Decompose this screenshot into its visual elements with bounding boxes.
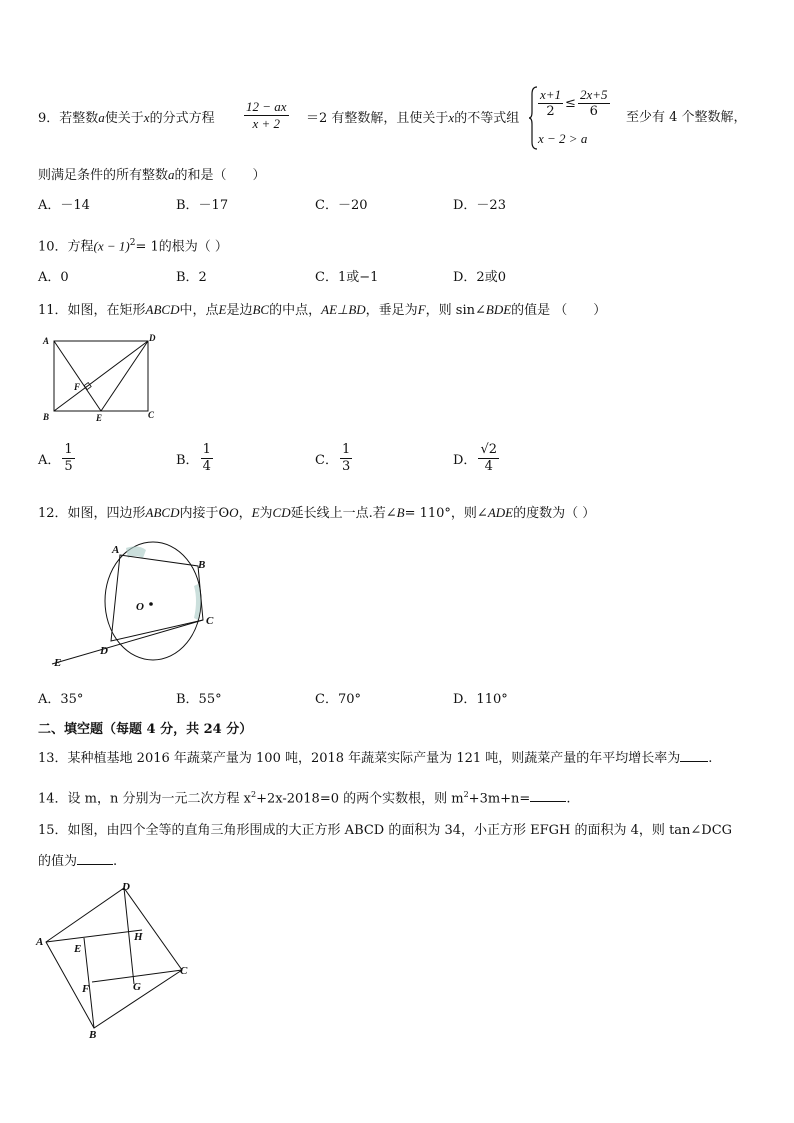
q11-option-d[interactable]	[453, 442, 501, 475]
q9-ineq1-right-den: 6	[589, 104, 598, 119]
q12-stem	[38, 504, 595, 523]
q13-text: 13．某种植基地 2016 年蔬菜产量为 100 吨，2018 年蔬菜实际产量为 121 吨，则蔬菜产量的年平均增长率为	[38, 751, 681, 766]
q14-text-c: +3m+n=	[468, 791, 531, 807]
q11-text-d: 的中点，	[269, 303, 322, 318]
q11-e: E	[218, 302, 227, 317]
q11-option-b-num: 1	[202, 442, 211, 457]
q11-option-d-den: 4	[484, 459, 493, 474]
q14-stem	[38, 786, 570, 808]
q14-sup: 2	[250, 790, 257, 799]
q9-line1	[38, 109, 215, 128]
q11-option-d-letter: D．	[453, 453, 477, 468]
q12-label-o: O	[136, 601, 144, 613]
q14-answer-blank[interactable]	[530, 789, 566, 802]
q11-text-c: 是边	[226, 303, 253, 318]
q9-option-c[interactable]: C．－20	[315, 198, 368, 213]
q9-line2-text: 则满足条件的所有整数	[38, 168, 169, 183]
q9-ineq1	[536, 87, 612, 120]
q12-label-d: D	[100, 645, 108, 657]
q11-option-c[interactable]	[315, 442, 354, 475]
q12-o: O	[229, 505, 239, 520]
q9-ineq1-left-num: x+1	[540, 87, 562, 102]
q12-text-d: 为	[259, 506, 273, 521]
q11-ae-bd: AE⊥BD	[321, 302, 366, 317]
q12-e: E	[251, 505, 260, 520]
q11-option-d-num: √2	[480, 442, 497, 457]
q15-tail: .	[113, 854, 118, 869]
q11-bc: BC	[252, 302, 270, 317]
q9-option-a[interactable]: A．－14	[38, 198, 90, 213]
q15-line1: 15．如图，由四个全等的直角三角形围成的大正方形 ABCD 的面积为 34，小正方形 EFGH 的面积为 4，则 tan∠DCG	[38, 823, 733, 838]
q11-label-e: E	[96, 413, 103, 423]
q9-text-mid1: 使关于	[104, 111, 144, 126]
q11-option-a-den: 5	[64, 459, 73, 474]
q11-label-a: A	[43, 336, 50, 346]
q15-label-e: E	[74, 943, 82, 955]
q11-abcd: ABCD	[145, 302, 180, 317]
q9-var-x: x	[143, 110, 150, 125]
q13-stem	[38, 749, 712, 768]
q11-option-c-frac	[340, 442, 352, 475]
q10-prefix: 10．方程	[38, 239, 94, 255]
q15-line2	[38, 852, 117, 871]
q12-label-c: C	[206, 615, 214, 627]
q11-option-a-frac	[62, 442, 74, 475]
q11-option-a-letter: A．	[38, 453, 61, 468]
q10-rhs: = 1的根为（ ）	[135, 239, 228, 255]
q13-tail: .	[708, 751, 713, 766]
q10-exp: 2	[129, 238, 136, 248]
q15-label-b: B	[89, 1029, 97, 1041]
q12-label-b: B	[198, 559, 206, 571]
q15-label-h: H	[134, 931, 143, 943]
q10-expr: (x − 1)	[93, 238, 130, 254]
q12-text-e: 延长线上一点.若∠	[290, 506, 397, 521]
q15-label-a: A	[36, 936, 44, 948]
q9-eq-rhs: ＝2 有整数解，且使关于	[306, 111, 449, 126]
q9-frac-den: x + 2	[252, 116, 281, 131]
q9-ineq1-right	[578, 87, 610, 120]
q15-square-figure	[34, 878, 194, 1042]
q9-tail: 至少有 4 个整数解，	[626, 110, 747, 125]
q15-label-c: C	[180, 965, 188, 977]
q11-option-c-letter: C．	[315, 453, 338, 468]
q11-label-c: C	[148, 410, 155, 420]
q11-stem	[38, 301, 606, 320]
q9-equation-fraction	[242, 99, 291, 132]
q10-option-d[interactable]: D．2或0	[453, 270, 506, 285]
q12-circle-figure	[48, 538, 228, 670]
q11-text-f: ，则 sin∠	[425, 303, 486, 318]
q9-ineq1-left-den: 2	[546, 104, 555, 119]
q9-ineq2: x − 2 > a	[538, 131, 588, 146]
q10-stem	[38, 234, 228, 256]
q11-label-d: D	[149, 333, 156, 343]
q11-option-b-frac	[201, 442, 213, 475]
q12-option-b[interactable]: B．55°	[176, 692, 222, 707]
q14-tail: .	[566, 791, 571, 807]
q9-option-d[interactable]: D．－23	[453, 198, 506, 213]
q12-option-d[interactable]: D．110°	[453, 692, 508, 707]
q10-option-b[interactable]: B．2	[176, 270, 207, 285]
q12-text-c: ，	[238, 506, 252, 521]
q11-text-b: 中，点	[179, 303, 219, 318]
q11-option-b[interactable]	[176, 442, 215, 475]
q12-text-a: 12．如图，四边形	[38, 506, 146, 521]
q12-option-a[interactable]: A．35°	[38, 692, 84, 707]
q14-text-b: +2x-2018=0 的两个实数根，则 m	[256, 791, 464, 807]
q11-text-a: 11．如图，在矩形	[38, 303, 146, 318]
q9-ineq1-op: ≤	[565, 96, 576, 111]
q11-option-a-num: 1	[64, 442, 73, 457]
q9-line2	[38, 166, 266, 185]
q11-option-c-den: 3	[341, 459, 351, 474]
q11-option-a[interactable]	[38, 442, 77, 475]
q11-option-c-num: 1	[341, 442, 351, 457]
q9-line2-tail: 的和是（ ）	[174, 168, 266, 183]
q14-sup2: 2	[463, 790, 469, 799]
section2-title: 二、填空题（每题 4 分，共 24 分）	[38, 722, 253, 737]
q12-text-f: = 110°，则∠	[404, 506, 488, 521]
q9-text-mid2: 的分式方程	[149, 111, 215, 126]
q9-ineq1-left	[538, 87, 563, 120]
q14-text-a: 14．设 m，n 分别为一元二次方程 x	[38, 791, 251, 807]
q11-option-b-den: 4	[202, 459, 211, 474]
q9-var-a: a	[98, 110, 105, 125]
q9-option-b[interactable]: B．－17	[176, 198, 229, 213]
q15-line2-text: 的值为	[38, 854, 78, 869]
q10-option-a[interactable]: A．0	[38, 270, 69, 285]
q13-answer-blank[interactable]	[680, 749, 708, 762]
q12-b: B	[396, 505, 405, 520]
q12-label-e: E	[54, 657, 62, 669]
q15-label-g: G	[133, 981, 141, 993]
q12-ade: ADE	[487, 505, 514, 520]
q11-label-b: B	[43, 412, 50, 422]
q11-bde: BDE	[485, 302, 512, 317]
q15-answer-blank[interactable]	[77, 852, 113, 865]
q11-option-d-frac	[478, 442, 499, 475]
q12-text-g: 的度数为（ ）	[513, 506, 596, 521]
q11-option-b-letter: B．	[176, 453, 199, 468]
q9-var-x2: x	[448, 110, 455, 125]
q12-option-c[interactable]: C．70°	[315, 692, 361, 707]
q11-text-e: ，垂足为	[365, 303, 418, 318]
q9-ineq1-right-num: 2x+5	[579, 87, 608, 102]
q15-label-f: F	[82, 983, 90, 995]
q12-text-b: 内接于ʘ	[179, 506, 230, 521]
q9-frac	[244, 99, 289, 132]
q12-cd: CD	[272, 505, 291, 520]
q11-label-f: F	[74, 382, 81, 392]
q12-abcd: ABCD	[145, 505, 180, 520]
q11-f: F	[417, 302, 426, 317]
q10-option-c[interactable]: C．1或−1	[315, 270, 379, 285]
q9-text: 9．若整数	[38, 111, 99, 126]
q9-line1b	[306, 109, 519, 128]
q9-frac-num: 12 − ax	[246, 99, 287, 114]
q12-label-a: A	[112, 544, 120, 556]
q9-line2-var: a	[168, 167, 175, 182]
q11-text-g: 的值是 （ ）	[511, 303, 607, 318]
q15-label-d: D	[122, 881, 130, 893]
q9-text-mid3: 的不等式组	[454, 111, 520, 126]
q11-rectangle-figure	[38, 332, 163, 424]
